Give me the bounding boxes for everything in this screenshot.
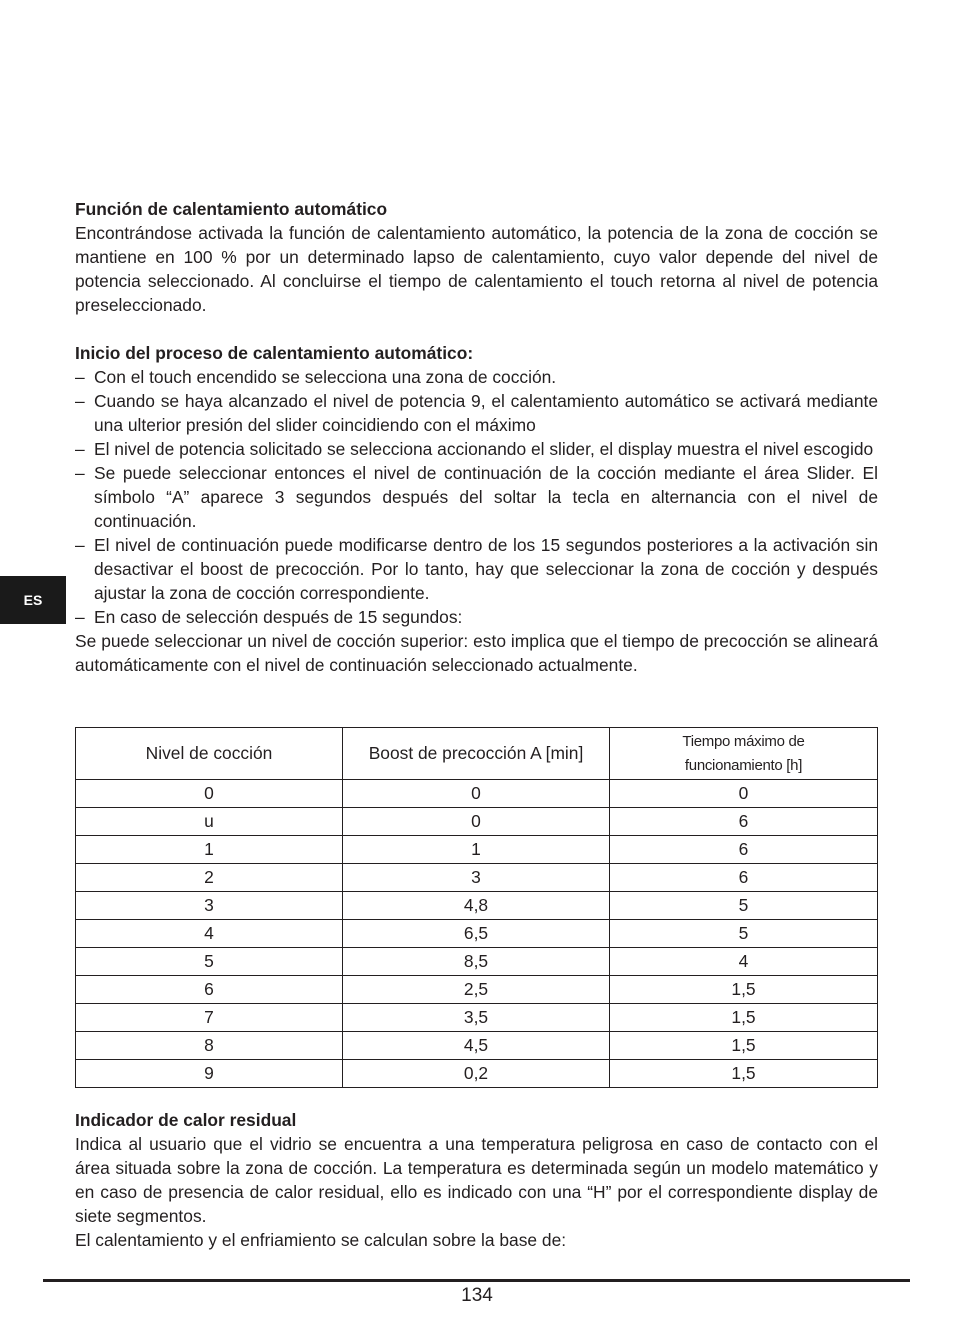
- list-item-text: Con el touch encendido se selecciona una zona de cocción.: [94, 367, 557, 387]
- table-cell: 1,5: [610, 1004, 878, 1032]
- table-row: [76, 836, 878, 864]
- column-header-max-time-line1: Tiempo máximo de: [682, 732, 805, 750]
- table-cell: 6,5: [343, 920, 610, 948]
- dash-marker: –: [75, 367, 85, 387]
- section-heading-residual-heat: Indicador de calor residual: [75, 1110, 297, 1130]
- dash-marker: –: [75, 607, 85, 627]
- table-cell: 0: [76, 780, 343, 808]
- list-item: [75, 533, 878, 605]
- list-item: [75, 365, 878, 389]
- main-text-block: [75, 197, 878, 677]
- table-cell: 3: [343, 864, 610, 892]
- table-cell: 2: [76, 864, 343, 892]
- table-row: [76, 920, 878, 948]
- table-row: [76, 1004, 878, 1032]
- list-item-text: Cuando se haya alcanzado el nivel de potencia 9, el calentamiento automático se activará mediante una ulterior presión del slider coincidiendo con el máximo: [94, 391, 878, 435]
- table-cell: 1: [76, 836, 343, 864]
- page-number: 134: [461, 1285, 493, 1306]
- table-row: [76, 808, 878, 836]
- step-list: [75, 365, 878, 629]
- table-cell: 0,2: [343, 1060, 610, 1088]
- table-cell: 3,5: [343, 1004, 610, 1032]
- language-tab-label: ES: [23, 592, 43, 608]
- table-row: [76, 864, 878, 892]
- table-cell: 5: [76, 948, 343, 976]
- table-cell: 0: [343, 780, 610, 808]
- table-cell: 2,5: [343, 976, 610, 1004]
- section-body-residual-heat: Indica al usuario que el vidrio se encuentra a una temperatura peligrosa en caso de contacto con el área situada sobre la zona de cocción. La temperatura es determinada según un modelo matemático y en caso de presencia de calor residual, ello es indicado con una “H” por el correspondiente display de siete segmentos.: [75, 1134, 878, 1226]
- table-cell: 1,5: [610, 1032, 878, 1060]
- table-cell: 4,8: [343, 892, 610, 920]
- section-heading-auto-heat: Función de calentamiento automático: [75, 199, 388, 219]
- dash-marker: –: [75, 463, 85, 483]
- table-cell: 9: [76, 1060, 343, 1088]
- dash-marker: –: [75, 391, 85, 411]
- column-header-level: Nivel de cocción: [76, 728, 343, 780]
- table-row: [76, 976, 878, 1004]
- table-cell: 0: [610, 780, 878, 808]
- table-cell: 1: [343, 836, 610, 864]
- column-header-max-time-line2: funcionamiento [h]: [684, 756, 803, 774]
- column-header-max-time: [610, 728, 878, 780]
- list-item-text: El nivel de continuación puede modificarse dentro de los 15 segundos posteriores a la activación sin desactivar el boost de precocción. Por lo tanto, hay que seleccionar la zona de cocción y después ajustar la zona de cocción correspondiente.: [94, 535, 878, 603]
- table-cell: 0: [343, 808, 610, 836]
- list-item-text: El nivel de potencia solicitado se selecciona accionando el slider, el display muestra el nivel escogido: [94, 439, 874, 459]
- spacer: [75, 317, 878, 341]
- table-header-row: [76, 728, 878, 780]
- table-row: [76, 892, 878, 920]
- column-header-boost: Boost de precocción A [min]: [343, 728, 610, 780]
- table-cell: 8: [76, 1032, 343, 1060]
- table-row: [76, 1060, 878, 1088]
- table-row: [76, 780, 878, 808]
- list-item: [75, 437, 878, 461]
- table-cell: 3: [76, 892, 343, 920]
- list-item-text: Se puede seleccionar entonces el nivel de continuación de la cocción mediante el área Slider. El símbolo “A” aparece 3 segundos después del soltar la tecla en alternancia con el nivel de continuación.: [94, 463, 878, 531]
- section-heading-start-process: Inicio del proceso de calentamiento automático:: [75, 343, 474, 363]
- section-closing-text: Se puede seleccionar un nivel de cocción superior: esto implica que el tiempo de precocción se alineará automáticamente con el nivel de continuación seleccionado actualmente.: [75, 631, 878, 675]
- table-cell: 4,5: [343, 1032, 610, 1060]
- list-item: [75, 605, 878, 629]
- table-cell: u: [76, 808, 343, 836]
- footer-divider: [43, 1279, 910, 1282]
- dash-marker: –: [75, 439, 85, 459]
- residual-heat-block: [75, 1108, 878, 1252]
- cooking-level-table: [75, 727, 878, 1088]
- table-cell: 5: [610, 920, 878, 948]
- list-item-text: En caso de selección después de 15 segundos:: [94, 607, 463, 627]
- table-cell: 1,5: [610, 976, 878, 1004]
- table-cell: 8,5: [343, 948, 610, 976]
- dash-marker: –: [75, 535, 85, 555]
- table-cell: 4: [76, 920, 343, 948]
- section-body-residual-heat-2: El calentamiento y el enfriamiento se calculan sobre la base de:: [75, 1230, 567, 1250]
- table-cell: 1,5: [610, 1060, 878, 1088]
- table-cell: 6: [610, 864, 878, 892]
- table-cell: 4: [610, 948, 878, 976]
- table-cell: 6: [76, 976, 343, 1004]
- table-row: [76, 948, 878, 976]
- section-body-auto-heat: Encontrándose activada la función de calentamiento automático, la potencia de la zona de cocción se mantiene en 100 % por un determinado lapso de calentamiento, cuyo valor depende del nivel de potencia seleccionado. Al concluirse el tiempo de calentamiento el touch retorna al nivel de potencia preseleccionado.: [75, 223, 878, 315]
- table-cell: 7: [76, 1004, 343, 1032]
- list-item: [75, 461, 878, 533]
- table-cell: 5: [610, 892, 878, 920]
- table-row: [76, 1032, 878, 1060]
- table-cell: 6: [610, 836, 878, 864]
- language-tab: [0, 576, 66, 624]
- list-item: [75, 389, 878, 437]
- table-cell: 6: [610, 808, 878, 836]
